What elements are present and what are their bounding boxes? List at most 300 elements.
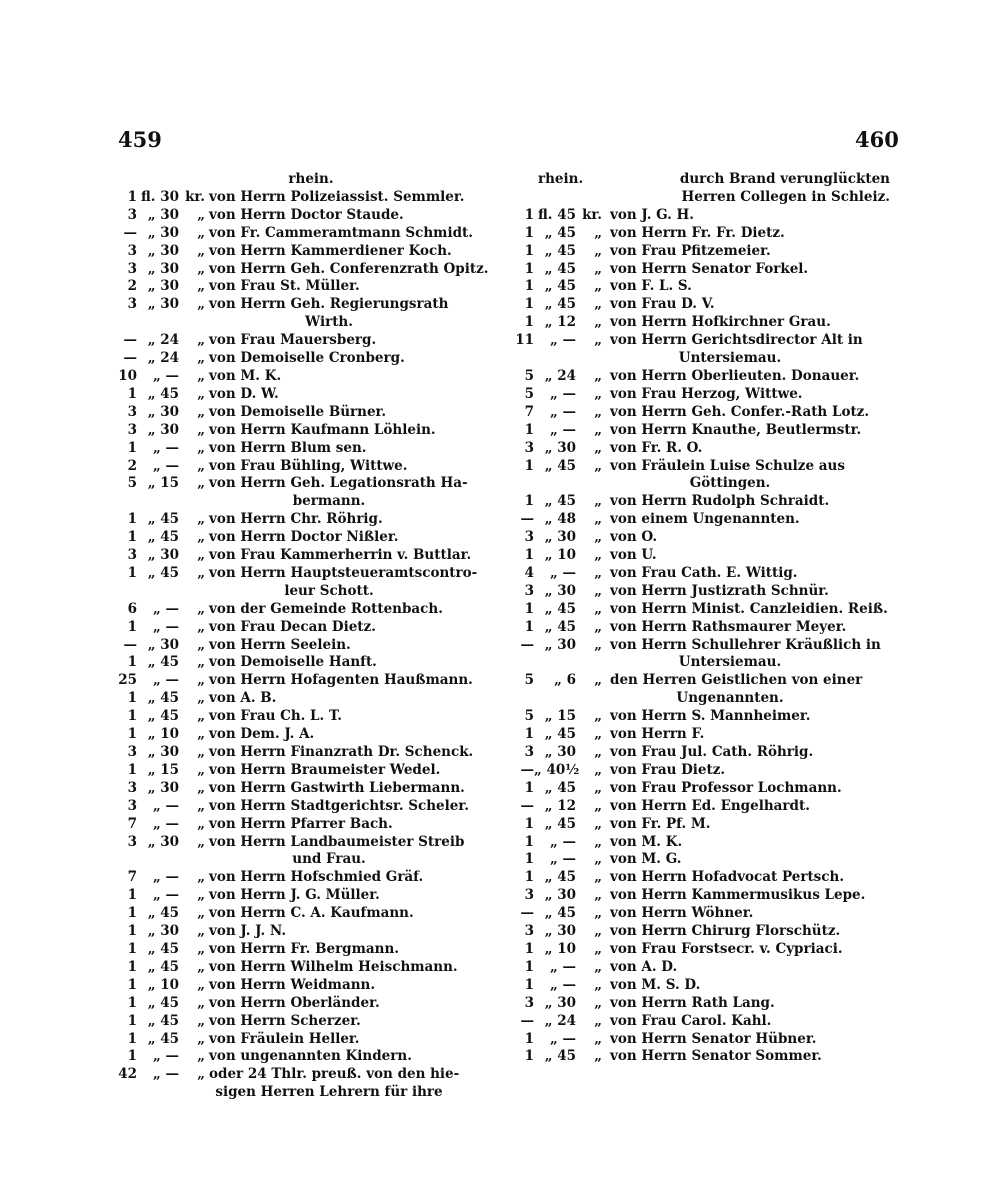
donor-name: oder 24 Thlr. preuß. von den hie-	[209, 1066, 460, 1083]
donation-amount	[510, 1013, 610, 1031]
donor-name: von Frau Jul. Cath. Röhrig.	[610, 744, 814, 760]
amount-unit: „	[197, 958, 205, 975]
amount-kreuzer: „ 45	[544, 493, 576, 510]
donation-entry	[510, 816, 890, 834]
amount-kreuzer: „ —	[153, 672, 179, 689]
donation-entry	[113, 1031, 489, 1049]
amount-unit: „	[197, 475, 205, 492]
amount-kreuzer: „ 15	[544, 708, 576, 725]
amount-kreuzer: „ 30	[147, 242, 179, 259]
amount-unit: „	[594, 511, 602, 528]
donor-name: von M. G.	[610, 851, 682, 868]
donor-text	[610, 511, 890, 529]
amount-gulden: 5	[524, 385, 534, 402]
amount-unit: „	[197, 672, 205, 689]
amount-kreuzer: „ —	[153, 1048, 179, 1065]
donation-amount	[113, 243, 209, 261]
amount-unit: „	[594, 314, 602, 331]
donation-amount	[113, 869, 209, 887]
donation-entry	[510, 869, 890, 887]
donor-name: von A. D.	[610, 958, 678, 975]
amount-unit: „	[197, 869, 205, 886]
amount-gulden: 7	[524, 403, 534, 420]
amount-gulden: 1	[127, 618, 137, 635]
donation-amount	[510, 422, 610, 440]
amount-gulden: —	[123, 332, 137, 349]
amount-unit: „	[197, 350, 205, 367]
donation-entry	[510, 386, 890, 404]
amount-gulden: 1	[524, 1030, 534, 1047]
donation-entry	[510, 995, 890, 1013]
donation-entry	[113, 672, 489, 690]
donation-amount	[510, 941, 610, 959]
amount-gulden: 3	[127, 260, 137, 277]
donation-amount	[113, 708, 209, 726]
amount-kreuzer: „ 45	[544, 779, 576, 796]
donation-entry	[113, 565, 489, 601]
amount-unit: „	[594, 923, 602, 940]
amount-gulden: 42	[118, 1066, 137, 1083]
donor-text	[610, 637, 890, 673]
donation-amount	[510, 386, 610, 404]
amount-kreuzer: „ 45	[147, 564, 179, 581]
amount-kreuzer: „ 45	[147, 385, 179, 402]
donor-name: von Herrn Polizeiassist. Semmler.	[209, 188, 465, 205]
donation-amount	[113, 296, 209, 314]
amount-gulden: 1	[524, 833, 534, 850]
donation-amount	[510, 834, 610, 852]
donor-text	[610, 404, 890, 422]
donation-amount	[113, 834, 209, 852]
amount-unit: „	[197, 403, 205, 420]
amount-gulden: —	[123, 636, 137, 653]
donor-name: von Herrn Rath Lang.	[610, 994, 775, 1011]
amount-kreuzer: „ —	[153, 457, 179, 474]
donor-text	[209, 565, 489, 601]
donation-entry	[113, 834, 489, 870]
amount-unit: „	[594, 403, 602, 420]
amount-gulden: 5	[127, 475, 137, 492]
donor-name: von Herrn Pfarrer Bach.	[209, 815, 393, 832]
amount-kreuzer: fl. 30	[140, 188, 179, 205]
amount-kreuzer: „ 30	[147, 260, 179, 277]
donation-amount	[113, 654, 209, 672]
amount-gulden: 1	[127, 1012, 137, 1029]
donor-text	[209, 1066, 489, 1102]
amount-gulden: —	[520, 636, 534, 653]
donor-text	[209, 475, 489, 511]
donation-amount	[113, 565, 209, 583]
right-entry-list	[510, 207, 890, 1067]
donation-entry	[510, 672, 890, 708]
donation-amount	[113, 1066, 209, 1084]
donor-name-continuation: und Frau.	[292, 851, 366, 868]
donation-amount	[113, 995, 209, 1013]
donation-amount	[510, 744, 610, 762]
donor-name: von Fr. Pf. M.	[610, 815, 711, 832]
donation-amount	[510, 851, 610, 869]
donor-text	[610, 1048, 890, 1066]
amount-gulden: 1	[524, 1048, 534, 1065]
donor-name-continuation: Wirth.	[305, 314, 353, 331]
amount-unit: „	[594, 1030, 602, 1047]
donor-name: von U.	[610, 547, 657, 564]
donation-amount	[510, 368, 610, 386]
donation-amount	[113, 261, 209, 279]
amount-unit: „	[197, 654, 205, 671]
donation-amount	[113, 422, 209, 440]
donor-name: von Herrn Geh. Legationsrath Ha-	[209, 475, 468, 492]
amount-gulden: 1	[524, 242, 534, 259]
left-entry-list	[113, 189, 489, 1102]
page-number-left: 459	[118, 127, 162, 152]
amount-gulden: 1	[127, 385, 137, 402]
amount-kreuzer: „ 30	[544, 923, 576, 940]
amount-kreuzer: „ 30	[544, 529, 576, 546]
donor-text	[209, 547, 489, 565]
donor-name: von Herrn Justizrath Schnür.	[610, 582, 829, 599]
donor-text	[610, 744, 890, 762]
amount-kreuzer: „ 30	[544, 744, 576, 760]
amount-kreuzer: „ 40½	[534, 761, 580, 778]
amount-kreuzer: „ 30	[544, 636, 576, 653]
amount-gulden: 3	[127, 797, 137, 814]
donor-name: von Demoiselle Hanft.	[209, 654, 377, 671]
amount-gulden: 1	[524, 421, 534, 438]
donor-name: von M. K.	[209, 367, 282, 384]
donation-amount	[113, 690, 209, 708]
amount-kreuzer: „ —	[550, 385, 576, 402]
donor-text	[209, 654, 489, 672]
amount-gulden: 1	[524, 457, 534, 474]
amount-gulden: 10	[118, 367, 137, 384]
amount-gulden: 1	[524, 976, 534, 993]
donor-text	[209, 225, 489, 243]
amount-gulden: 1	[524, 314, 534, 331]
amount-unit: „	[594, 1012, 602, 1029]
amount-gulden: 3	[127, 547, 137, 564]
donation-amount	[113, 887, 209, 905]
amount-unit: „	[594, 421, 602, 438]
amount-kreuzer: „ 30	[147, 421, 179, 438]
donor-name: von Herrn Seelein.	[209, 636, 351, 653]
donation-amount	[113, 1031, 209, 1049]
donor-text	[209, 708, 489, 726]
amount-kreuzer: „ 45	[544, 278, 576, 295]
amount-gulden: 6	[127, 600, 137, 617]
donor-name: von Herrn Scherzer.	[209, 1012, 361, 1029]
amount-unit: „	[594, 887, 602, 904]
donation-entry	[113, 225, 489, 243]
amount-unit: „	[594, 332, 602, 349]
donation-amount	[113, 404, 209, 422]
donor-name: von Herrn F.	[610, 726, 705, 743]
donation-amount	[113, 905, 209, 923]
amount-gulden: 1	[524, 493, 534, 510]
amount-unit: „	[197, 887, 205, 904]
donor-name: von Frau Professor Lochmann.	[610, 779, 842, 796]
donation-entry	[113, 296, 489, 332]
donation-entry	[113, 207, 489, 225]
amount-gulden: —	[520, 797, 534, 814]
donor-text	[610, 619, 890, 637]
donor-name: von der Gemeinde Rottenbach.	[209, 600, 443, 617]
amount-gulden: 1	[524, 278, 534, 295]
amount-kreuzer: „ 12	[544, 797, 576, 814]
donor-name: von Herrn Weidmann.	[209, 976, 376, 993]
amount-gulden: 1	[524, 224, 534, 241]
donor-text	[209, 798, 489, 816]
donor-name: von Herrn Senator Forkel.	[610, 260, 809, 277]
amount-kreuzer: „ 30	[147, 636, 179, 653]
donation-entry	[113, 189, 489, 207]
amount-unit: „	[594, 457, 602, 474]
donation-amount	[510, 225, 610, 243]
donor-name: von Demoiselle Cronberg.	[209, 350, 405, 367]
donor-name: von Herrn Geh. Regierungsrath	[209, 296, 449, 313]
donation-amount	[510, 637, 610, 655]
donor-name: von Herrn Rudolph Schraidt.	[610, 493, 830, 510]
donor-name: von Herrn Kaufmann Löhlein.	[209, 421, 436, 438]
donor-text	[209, 941, 489, 959]
amount-unit: „	[197, 923, 205, 940]
donor-name: von Herrn Stadtgerichtsr. Scheler.	[209, 797, 469, 814]
amount-kreuzer: „ —	[550, 833, 576, 850]
donation-entry	[113, 690, 489, 708]
donation-entry	[113, 386, 489, 404]
amount-gulden: 3	[524, 439, 534, 456]
amount-kreuzer: „ 45	[544, 726, 576, 743]
amount-kreuzer: „ —	[550, 421, 576, 438]
amount-unit: „	[197, 690, 205, 707]
donation-entry	[510, 726, 890, 744]
donation-amount	[510, 440, 610, 458]
amount-unit: „	[594, 726, 602, 743]
donor-name: von Dem. J. A.	[209, 726, 315, 743]
amount-unit: „	[594, 958, 602, 975]
donor-text	[610, 995, 890, 1013]
donor-name: von O.	[610, 529, 658, 546]
donor-text	[209, 1031, 489, 1049]
donor-text	[209, 726, 489, 744]
donation-amount	[113, 547, 209, 565]
amount-kreuzer: „ 45	[544, 260, 576, 277]
donor-text	[209, 887, 489, 905]
donation-entry	[113, 887, 489, 905]
amount-kreuzer: „ —	[550, 332, 576, 349]
donation-entry	[510, 368, 890, 386]
amount-gulden: 1	[127, 1048, 137, 1065]
donor-name-continuation: Untersiemau.	[678, 350, 782, 367]
donor-name: von ungenannten Kindern.	[209, 1048, 412, 1065]
amount-gulden: 1	[524, 618, 534, 635]
donor-text	[209, 296, 489, 332]
donor-text	[209, 869, 489, 887]
amount-kreuzer: „ 45	[147, 690, 179, 707]
donor-text	[610, 332, 890, 368]
amount-unit: „	[197, 797, 205, 814]
amount-unit: „	[197, 1012, 205, 1029]
donation-amount	[510, 780, 610, 798]
donor-name: von Herrn Fr. Bergmann.	[209, 940, 399, 957]
amount-kreuzer: „ 10	[544, 940, 576, 957]
donor-text	[610, 1013, 890, 1031]
amount-unit: „	[197, 224, 205, 241]
donor-text	[610, 243, 890, 261]
donor-text	[209, 350, 489, 368]
donor-text	[610, 887, 890, 905]
donation-amount	[510, 816, 610, 834]
donor-text	[610, 1031, 890, 1049]
donation-amount	[113, 475, 209, 493]
amount-unit: „	[197, 726, 205, 743]
amount-unit: „	[594, 224, 602, 241]
donation-entry	[510, 941, 890, 959]
donor-name: von Frau Ch. L. T.	[209, 708, 342, 725]
amount-unit: „	[197, 367, 205, 384]
donation-entry	[510, 977, 890, 995]
donation-amount	[510, 762, 610, 780]
donor-text	[209, 529, 489, 547]
amount-gulden: —	[520, 905, 534, 922]
donor-name: von Herrn Doctor Staude.	[209, 206, 404, 223]
donor-text	[209, 511, 489, 529]
amount-kreuzer: „ —	[153, 797, 179, 814]
amount-unit: „	[197, 833, 205, 850]
donation-entry	[113, 404, 489, 422]
donor-name: von Frau Forstsecr. v. Cypriaci.	[610, 940, 843, 957]
amount-kreuzer: „ 30	[147, 923, 179, 940]
amount-unit: „	[197, 457, 205, 474]
amount-unit: kr.	[582, 206, 602, 223]
amount-unit: kr.	[185, 188, 205, 205]
donation-amount	[510, 243, 610, 261]
amount-gulden: 1	[127, 690, 137, 707]
amount-gulden: —	[520, 511, 534, 528]
amount-unit: „	[197, 421, 205, 438]
amount-gulden: 1	[127, 1030, 137, 1047]
donation-entry	[113, 798, 489, 816]
amount-kreuzer: „ —	[153, 1066, 179, 1083]
amount-unit: „	[594, 940, 602, 957]
donation-amount	[113, 637, 209, 655]
amount-kreuzer: „ 10	[147, 726, 179, 743]
donor-name: von Herrn Hofagenten Haußmann.	[209, 672, 473, 689]
donation-amount	[510, 207, 610, 225]
amount-kreuzer: „ 30	[147, 296, 179, 313]
donation-amount	[113, 1013, 209, 1031]
donation-entry	[113, 762, 489, 780]
amount-kreuzer: „ 45	[544, 815, 576, 832]
donation-entry	[510, 493, 890, 511]
donor-text	[209, 959, 489, 977]
right-header-row	[510, 171, 890, 189]
amount-kreuzer: „ 30	[147, 224, 179, 241]
donation-entry	[510, 225, 890, 243]
donation-amount	[113, 368, 209, 386]
donor-name: von Herrn Schullehrer Kräußlich in	[610, 636, 881, 653]
donation-amount	[113, 458, 209, 476]
donor-name: von Herrn Oberländer.	[209, 994, 380, 1011]
amount-kreuzer: „ —	[550, 564, 576, 581]
donor-text	[209, 601, 489, 619]
donation-entry	[113, 547, 489, 565]
amount-unit: „	[594, 564, 602, 581]
amount-kreuzer: „ —	[153, 600, 179, 617]
donor-text	[610, 207, 890, 225]
donation-entry	[113, 529, 489, 547]
donor-name: von Herrn J. G. Müller.	[209, 887, 380, 904]
donor-text	[610, 278, 890, 296]
amount-unit: „	[594, 976, 602, 993]
donation-amount	[113, 350, 209, 368]
left-column	[113, 171, 489, 1102]
donation-amount	[510, 314, 610, 332]
donation-amount	[510, 601, 610, 619]
amount-gulden: 1	[127, 529, 137, 546]
donation-amount	[510, 672, 610, 690]
amount-gulden: 1	[127, 654, 137, 671]
amount-gulden: 7	[127, 815, 137, 832]
donor-text	[610, 458, 890, 494]
amount-unit: „	[197, 976, 205, 993]
amount-kreuzer: „ 30	[147, 779, 179, 796]
donor-name: von Herrn Landbaumeister Streib	[209, 833, 465, 850]
amount-unit: „	[197, 511, 205, 528]
amount-kreuzer: „ —	[153, 815, 179, 832]
donation-amount	[113, 225, 209, 243]
amount-kreuzer: „ 10	[147, 976, 179, 993]
donation-amount	[510, 278, 610, 296]
amount-gulden: 1	[127, 708, 137, 725]
amount-kreuzer: „ 45	[544, 224, 576, 241]
amount-kreuzer: fl. 45	[537, 206, 576, 223]
amount-unit: „	[197, 905, 205, 922]
amount-gulden: 1	[524, 779, 534, 796]
donor-text	[610, 762, 890, 780]
donor-text	[209, 1013, 489, 1031]
amount-kreuzer: „ 30	[147, 547, 179, 564]
amount-kreuzer: „ 45	[147, 994, 179, 1011]
donation-entry	[113, 243, 489, 261]
amount-unit: „	[197, 761, 205, 778]
donation-entry	[510, 708, 890, 726]
donor-text	[610, 422, 890, 440]
donor-text	[209, 440, 489, 458]
amount-kreuzer: „ 45	[544, 869, 576, 886]
donation-entry	[113, 278, 489, 296]
donor-name: von Herrn Senator Hübner.	[610, 1030, 817, 1047]
donation-entry	[510, 529, 890, 547]
amount-kreuzer: „ —	[550, 1030, 576, 1047]
donor-name: von A. B.	[209, 690, 277, 707]
donation-amount	[113, 762, 209, 780]
donor-name: von F. L. S.	[610, 278, 692, 295]
donor-name-continuation: bermann.	[292, 493, 366, 510]
donor-text	[209, 619, 489, 637]
amount-kreuzer: „ 24	[147, 332, 179, 349]
amount-kreuzer: „ 45	[544, 1048, 576, 1065]
donor-text	[610, 672, 890, 708]
donation-entry	[510, 887, 890, 905]
amount-gulden: 1	[524, 851, 534, 868]
amount-unit: „	[594, 385, 602, 402]
donor-text	[610, 959, 890, 977]
donation-entry	[113, 422, 489, 440]
amount-kreuzer: „ 45	[147, 654, 179, 671]
donor-text	[209, 923, 489, 941]
donation-amount	[113, 1048, 209, 1066]
